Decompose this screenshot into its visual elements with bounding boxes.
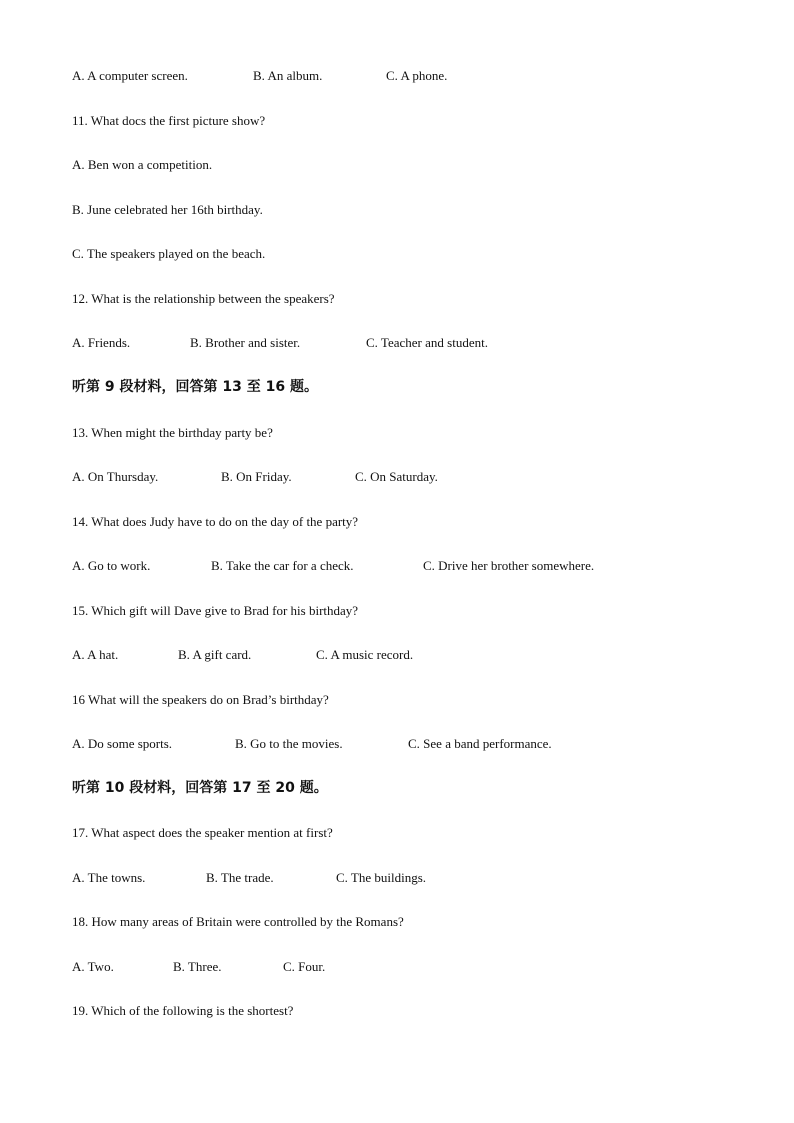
q11-option-b: B. June celebrated her 16th birthday. — [72, 202, 263, 217]
q18-option-b: B. Three. — [173, 959, 222, 974]
q14-option-a: A. Go to work. — [72, 558, 151, 573]
section-10-heading: 听第 10 段材料，回答第 17 至 20 题。 — [72, 780, 328, 796]
q14-question: 14. What does Judy have to do on the day of the party? — [72, 514, 359, 529]
q17-option-b: B. The trade. — [206, 870, 274, 885]
q14-option-b: B. Take the car for a check. — [211, 558, 354, 573]
q13-question: 13. When might the birthday party be? — [72, 425, 273, 440]
q18-option-c: C. Four. — [283, 959, 326, 974]
q15-question: 15. Which gift will Dave give to Brad for his birthday? — [72, 603, 359, 618]
q16-option-a: A. Do some sports. — [72, 736, 173, 751]
q16-option-b: B. Go to the movies. — [235, 736, 343, 751]
q12-option-c: C. Teacher and student. — [366, 335, 488, 350]
q13-option-b: B. On Friday. — [221, 469, 292, 484]
q17-option-c: C. The buildings. — [336, 870, 427, 885]
q14-option-c: C. Drive her brother somewhere. — [423, 558, 595, 573]
q15-option-b: B. A gift card. — [178, 647, 252, 662]
q13-option-a: A. On Thursday. — [72, 469, 159, 484]
q10-option-b: B. An album. — [253, 68, 323, 83]
q11-option-a: A. Ben won a competition. — [72, 157, 213, 172]
q17-option-a: A. The towns. — [72, 870, 146, 885]
q12-option-b: B. Brother and sister. — [190, 335, 301, 350]
section-9-heading: 听第 9 段材料，回答第 13 至 16 题。 — [72, 379, 318, 395]
q17-question: 17. What aspect does the speaker mention at first? — [72, 825, 333, 840]
q13-option-c: C. On Saturday. — [355, 469, 438, 484]
q16-question: 16 What will the speakers do on Brad’s birthday? — [72, 692, 329, 707]
q15-option-a: A. A hat. — [72, 647, 119, 662]
q15-option-c: C. A music record. — [316, 647, 414, 662]
q18-option-a: A. Two. — [72, 959, 114, 974]
q10-option-c: C. A phone. — [386, 68, 448, 83]
q11-question: 11. What docs the first picture show? — [72, 113, 266, 128]
q16-option-c: C. See a band performance. — [408, 736, 552, 751]
q10-option-a: A. A computer screen. — [72, 68, 188, 83]
q12-option-a: A. Friends. — [72, 335, 131, 350]
q19-question: 19. Which of the following is the shortest? — [72, 1003, 294, 1018]
q11-option-c: C. The speakers played on the beach. — [72, 246, 266, 261]
q18-question: 18. How many areas of Britain were controlled by the Romans? — [72, 914, 404, 929]
q12-question: 12. What is the relationship between the speakers? — [72, 291, 335, 306]
